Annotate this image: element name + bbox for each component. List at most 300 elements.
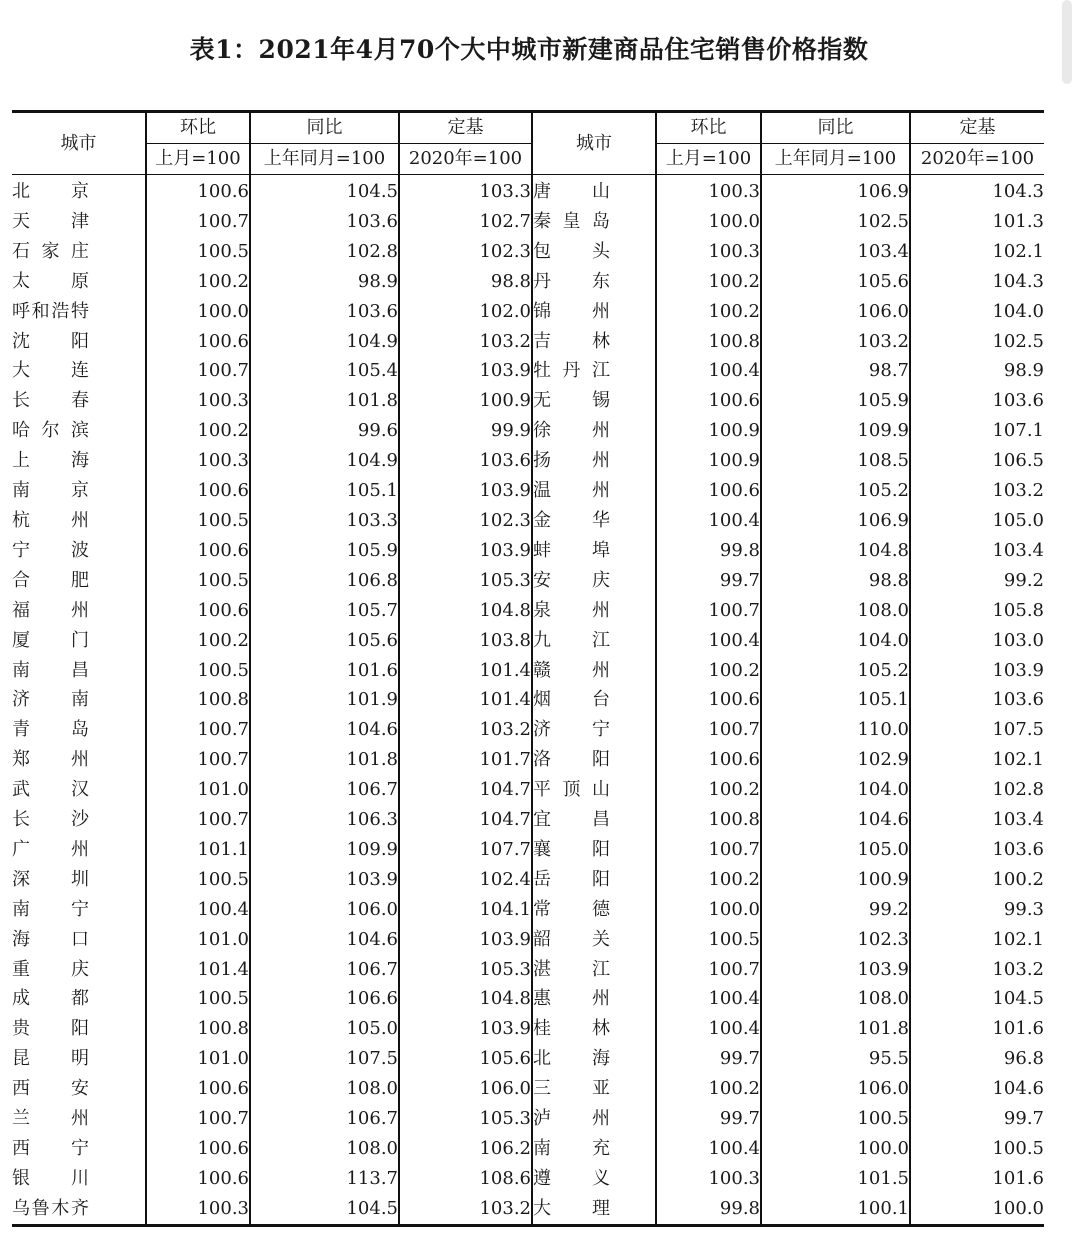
right-yoy-cell: 109.9: [761, 416, 910, 446]
right-city-cell: [532, 297, 656, 327]
left-yoy-cell: 102.8: [250, 237, 399, 267]
table-title: 表1：2021年4月70个大中城市新建商品住宅销售价格指数: [189, 35, 869, 64]
right-yoy-cell: 104.6: [761, 805, 910, 835]
left-yoy-cell: 104.9: [250, 327, 399, 357]
city-name: 丹东: [533, 270, 610, 292]
right-fixed-cell: 107.1: [910, 416, 1044, 446]
table-body: [12, 175, 1044, 1226]
left-mom-cell: 100.7: [146, 715, 250, 745]
right-mom-cell: 100.0: [656, 207, 761, 237]
left-yoy-cell: 107.5: [250, 1044, 399, 1074]
left-mom-cell: 100.5: [146, 984, 250, 1014]
left-mom-cell: 100.5: [146, 506, 250, 536]
left-city-cell: [12, 446, 146, 476]
left-fixed-cell: 105.3: [399, 955, 532, 985]
left-mom-cell: 100.7: [146, 805, 250, 835]
right-yoy-cell: 101.5: [761, 1164, 910, 1194]
right-yoy-cell: 100.1: [761, 1194, 910, 1225]
city-name: 秦皇岛: [533, 210, 610, 232]
left-mom-cell: 100.4: [146, 895, 250, 925]
right-fixed-cell: 104.3: [910, 267, 1044, 297]
left-mom-cell: 100.8: [146, 685, 250, 715]
right-yoy-cell: 101.8: [761, 1014, 910, 1044]
table-row: [12, 327, 1044, 357]
right-mom-cell: 100.7: [656, 955, 761, 985]
right-city-cell: [532, 356, 656, 386]
header-fixed-right: 定基: [910, 112, 1044, 144]
right-city-cell: [532, 1104, 656, 1134]
city-name: 无锡: [533, 390, 610, 412]
right-fixed-cell: 106.5: [910, 446, 1044, 476]
right-city-cell: [532, 476, 656, 506]
right-fixed-cell: 100.5: [910, 1134, 1044, 1164]
left-fixed-cell: 103.8: [399, 626, 532, 656]
table-row: [12, 835, 1044, 865]
left-mom-cell: 100.0: [146, 297, 250, 327]
city-name: 南充: [533, 1138, 610, 1159]
right-yoy-cell: 108.5: [761, 446, 910, 476]
left-fixed-cell: 106.2: [399, 1134, 532, 1164]
right-yoy-cell: 102.9: [761, 745, 910, 775]
left-yoy-cell: 104.9: [250, 446, 399, 476]
left-mom-cell: 100.7: [146, 356, 250, 386]
right-city-cell: [532, 416, 656, 446]
left-city-cell: [12, 536, 146, 566]
right-fixed-cell: 103.4: [910, 536, 1044, 566]
left-fixed-cell: 105.3: [399, 1104, 532, 1134]
right-mom-cell: 100.4: [656, 626, 761, 656]
right-fixed-cell: 102.1: [910, 745, 1044, 775]
city-name: 襄阳: [533, 838, 610, 860]
right-yoy-cell: 104.0: [761, 626, 910, 656]
city-name: 杭州: [12, 509, 89, 531]
left-yoy-cell: 105.4: [250, 356, 399, 386]
header-mom-right: 环比: [656, 112, 761, 144]
left-fixed-cell: 102.0: [399, 297, 532, 327]
right-yoy-cell: 99.2: [761, 895, 910, 925]
table-row: [12, 596, 1044, 626]
city-name: 平顶山: [533, 779, 610, 801]
right-fixed-cell: 101.6: [910, 1164, 1044, 1194]
left-city-cell: [12, 805, 146, 835]
left-city-cell: [12, 207, 146, 237]
left-city-cell: [12, 1044, 146, 1074]
right-yoy-cell: 108.0: [761, 984, 910, 1014]
header-fixed-base-right: 2020年=100: [910, 144, 1044, 175]
right-mom-cell: 100.2: [656, 656, 761, 686]
left-city-cell: [12, 1074, 146, 1104]
city-name: 长春: [12, 390, 89, 412]
city-name: 吉林: [533, 330, 610, 352]
left-mom-cell: 100.3: [146, 446, 250, 476]
right-city-cell: [532, 865, 656, 895]
right-mom-cell: 99.7: [656, 1104, 761, 1134]
left-mom-cell: 101.0: [146, 775, 250, 805]
left-yoy-cell: 105.7: [250, 596, 399, 626]
right-mom-cell: 100.4: [656, 356, 761, 386]
table-row: [12, 386, 1044, 416]
left-city-cell: [12, 237, 146, 267]
right-mom-cell: 100.7: [656, 596, 761, 626]
left-yoy-cell: 106.3: [250, 805, 399, 835]
left-mom-cell: 100.7: [146, 1104, 250, 1134]
left-fixed-cell: 106.0: [399, 1074, 532, 1104]
left-fixed-cell: 107.7: [399, 835, 532, 865]
right-fixed-cell: 102.8: [910, 775, 1044, 805]
city-name: 北海: [533, 1048, 610, 1070]
left-mom-cell: 100.6: [146, 1134, 250, 1164]
city-name: 海口: [12, 928, 89, 950]
header-yoy-left: 同比: [250, 112, 399, 144]
city-name: 广州: [12, 838, 89, 860]
right-yoy-cell: 105.1: [761, 685, 910, 715]
right-city-cell: [532, 895, 656, 925]
city-name: 北京: [12, 181, 89, 202]
right-yoy-cell: 108.0: [761, 596, 910, 626]
left-yoy-cell: 105.1: [250, 476, 399, 506]
table-row: [12, 656, 1044, 686]
right-fixed-cell: 102.5: [910, 327, 1044, 357]
city-name: 安庆: [533, 569, 610, 591]
left-city-cell: [12, 835, 146, 865]
city-name: 大连: [12, 360, 89, 382]
right-yoy-cell: 105.9: [761, 386, 910, 416]
city-name: 南京: [12, 480, 89, 502]
left-fixed-cell: 102.3: [399, 506, 532, 536]
table-row: [12, 626, 1044, 656]
table-row: [12, 536, 1044, 566]
right-mom-cell: 100.3: [656, 237, 761, 267]
right-city-cell: [532, 446, 656, 476]
right-mom-cell: 100.4: [656, 1014, 761, 1044]
table-row: [12, 1164, 1044, 1194]
right-fixed-cell: 100.0: [910, 1194, 1044, 1225]
left-yoy-cell: 104.5: [250, 175, 399, 207]
right-yoy-cell: 103.4: [761, 237, 910, 267]
city-name: 兰州: [12, 1108, 89, 1130]
right-yoy-cell: 106.0: [761, 1074, 910, 1104]
left-mom-cell: 100.6: [146, 1164, 250, 1194]
right-mom-cell: 100.7: [656, 835, 761, 865]
right-yoy-cell: 104.0: [761, 775, 910, 805]
right-yoy-cell: 102.5: [761, 207, 910, 237]
left-city-cell: [12, 566, 146, 596]
left-mom-cell: 100.3: [146, 1194, 250, 1225]
city-name: 武汉: [12, 779, 89, 801]
left-city-cell: [12, 715, 146, 745]
city-name: 韶关: [533, 928, 610, 950]
right-mom-cell: 100.0: [656, 895, 761, 925]
right-yoy-cell: 105.0: [761, 835, 910, 865]
city-name: 常德: [533, 898, 610, 920]
table-row: [12, 865, 1044, 895]
right-fixed-cell: 104.3: [910, 175, 1044, 207]
left-mom-cell: 100.2: [146, 626, 250, 656]
left-yoy-cell: 106.6: [250, 984, 399, 1014]
table-row: [12, 984, 1044, 1014]
left-fixed-cell: 101.4: [399, 656, 532, 686]
right-mom-cell: 100.4: [656, 984, 761, 1014]
left-city-cell: [12, 1014, 146, 1044]
left-yoy-cell: 108.0: [250, 1134, 399, 1164]
left-yoy-cell: 106.8: [250, 566, 399, 596]
right-yoy-cell: 105.2: [761, 476, 910, 506]
city-name: 福州: [12, 599, 89, 621]
right-mom-cell: 100.8: [656, 327, 761, 357]
left-mom-cell: 100.7: [146, 207, 250, 237]
left-mom-cell: 100.7: [146, 745, 250, 775]
right-mom-cell: 100.5: [656, 925, 761, 955]
city-name: 银川: [12, 1167, 89, 1189]
left-city-cell: [12, 865, 146, 895]
right-yoy-cell: 105.6: [761, 267, 910, 297]
right-fixed-cell: 99.7: [910, 1104, 1044, 1134]
city-name: 宁波: [12, 539, 89, 561]
city-name: 乌鲁木齐: [12, 1197, 89, 1219]
city-name: 包头: [533, 240, 610, 262]
left-fixed-cell: 103.9: [399, 1014, 532, 1044]
left-yoy-cell: 101.9: [250, 685, 399, 715]
right-city-cell: [532, 386, 656, 416]
left-fixed-cell: 102.7: [399, 207, 532, 237]
right-city-cell: [532, 175, 656, 207]
table-row: [12, 237, 1044, 267]
left-fixed-cell: 103.2: [399, 715, 532, 745]
left-yoy-cell: 104.6: [250, 715, 399, 745]
left-mom-cell: 100.5: [146, 865, 250, 895]
right-fixed-cell: 98.9: [910, 356, 1044, 386]
left-city-cell: [12, 175, 146, 207]
left-fixed-cell: 103.9: [399, 536, 532, 566]
city-name: 桂林: [533, 1018, 610, 1040]
left-yoy-cell: 101.8: [250, 386, 399, 416]
right-mom-cell: 99.8: [656, 536, 761, 566]
left-city-cell: [12, 745, 146, 775]
left-city-cell: [12, 416, 146, 446]
city-name: 宜昌: [533, 809, 610, 831]
table-row: [12, 356, 1044, 386]
right-mom-cell: 100.2: [656, 297, 761, 327]
right-city-cell: [532, 1044, 656, 1074]
right-fixed-cell: 103.6: [910, 835, 1044, 865]
right-fixed-cell: 102.1: [910, 925, 1044, 955]
header-fixed-left: 定基: [399, 112, 532, 144]
left-mom-cell: 100.2: [146, 416, 250, 446]
city-name: 温州: [533, 480, 610, 502]
left-yoy-cell: 98.9: [250, 267, 399, 297]
city-name: 昆明: [12, 1048, 89, 1070]
table-row: [12, 416, 1044, 446]
scrollbar[interactable]: [1062, 0, 1072, 84]
left-city-cell: [12, 656, 146, 686]
left-fixed-cell: 103.9: [399, 925, 532, 955]
table-row: [12, 267, 1044, 297]
left-city-cell: [12, 1104, 146, 1134]
left-yoy-cell: 105.9: [250, 536, 399, 566]
table-row: [12, 925, 1044, 955]
table-row: [12, 685, 1044, 715]
right-yoy-cell: 98.7: [761, 356, 910, 386]
left-yoy-cell: 104.6: [250, 925, 399, 955]
header-yoy-base-left: 上年同月=100: [250, 144, 399, 175]
left-yoy-cell: 106.7: [250, 955, 399, 985]
right-yoy-cell: 102.3: [761, 925, 910, 955]
city-name: 锦州: [533, 300, 610, 322]
table-row: [12, 775, 1044, 805]
right-city-cell: [532, 566, 656, 596]
right-city-cell: [532, 835, 656, 865]
city-name: 沈阳: [12, 330, 89, 352]
left-mom-cell: 100.5: [146, 656, 250, 686]
left-yoy-cell: 103.6: [250, 297, 399, 327]
city-name: 蚌埠: [533, 539, 610, 561]
right-fixed-cell: 101.3: [910, 207, 1044, 237]
left-yoy-cell: 103.9: [250, 865, 399, 895]
right-city-cell: [532, 207, 656, 237]
table-row: [12, 1074, 1044, 1104]
header-city-right: 城市: [532, 112, 656, 175]
left-yoy-cell: 106.7: [250, 775, 399, 805]
left-city-cell: [12, 1164, 146, 1194]
city-name: 郑州: [12, 749, 89, 771]
table-row: [12, 895, 1044, 925]
left-yoy-cell: 101.6: [250, 656, 399, 686]
right-city-cell: [532, 1074, 656, 1104]
right-city-cell: [532, 1014, 656, 1044]
city-name: 长沙: [12, 809, 89, 831]
city-name: 哈尔滨: [12, 420, 89, 442]
right-yoy-cell: 100.0: [761, 1134, 910, 1164]
left-fixed-cell: 104.7: [399, 775, 532, 805]
left-mom-cell: 100.6: [146, 536, 250, 566]
right-city-cell: [532, 925, 656, 955]
left-city-cell: [12, 626, 146, 656]
left-city-cell: [12, 596, 146, 626]
right-city-cell: [532, 1164, 656, 1194]
left-mom-cell: 100.5: [146, 237, 250, 267]
right-city-cell: [532, 775, 656, 805]
right-mom-cell: 99.7: [656, 1044, 761, 1074]
left-yoy-cell: 106.0: [250, 895, 399, 925]
city-name: 洛阳: [533, 749, 610, 771]
city-name: 太原: [12, 270, 89, 292]
left-yoy-cell: 108.0: [250, 1074, 399, 1104]
left-city-cell: [12, 476, 146, 506]
right-city-cell: [532, 237, 656, 267]
right-yoy-cell: 103.9: [761, 955, 910, 985]
left-fixed-cell: 108.6: [399, 1164, 532, 1194]
right-yoy-cell: 95.5: [761, 1044, 910, 1074]
left-city-cell: [12, 984, 146, 1014]
left-mom-cell: 100.3: [146, 386, 250, 416]
right-mom-cell: 100.8: [656, 805, 761, 835]
left-fixed-cell: 104.7: [399, 805, 532, 835]
right-city-cell: [532, 596, 656, 626]
left-city-cell: [12, 895, 146, 925]
left-yoy-cell: 103.3: [250, 506, 399, 536]
right-fixed-cell: 103.6: [910, 685, 1044, 715]
city-name: 扬州: [533, 450, 610, 472]
right-mom-cell: 100.2: [656, 775, 761, 805]
right-mom-cell: 100.2: [656, 865, 761, 895]
left-city-cell: [12, 955, 146, 985]
right-city-cell: [532, 715, 656, 745]
left-yoy-cell: 103.6: [250, 207, 399, 237]
left-fixed-cell: 104.8: [399, 596, 532, 626]
left-fixed-cell: 105.3: [399, 566, 532, 596]
right-fixed-cell: 100.2: [910, 865, 1044, 895]
city-name: 九江: [533, 629, 610, 651]
right-fixed-cell: 102.1: [910, 237, 1044, 267]
city-name: 烟台: [533, 689, 610, 711]
city-name: 惠州: [533, 988, 610, 1010]
table-row: [12, 1104, 1044, 1134]
table-row: [12, 566, 1044, 596]
left-fixed-cell: 105.6: [399, 1044, 532, 1074]
left-fixed-cell: 104.1: [399, 895, 532, 925]
right-mom-cell: 100.6: [656, 386, 761, 416]
right-fixed-cell: 104.5: [910, 984, 1044, 1014]
right-fixed-cell: 105.0: [910, 506, 1044, 536]
header-mom-base-left: 上月=100: [146, 144, 250, 175]
right-yoy-cell: 110.0: [761, 715, 910, 745]
left-mom-cell: 101.4: [146, 955, 250, 985]
header-yoy-right: 同比: [761, 112, 910, 144]
city-name: 呼和浩特: [12, 300, 89, 322]
left-mom-cell: 100.6: [146, 327, 250, 357]
city-name: 唐山: [533, 181, 610, 202]
table-row: [12, 1194, 1044, 1225]
city-name: 泉州: [533, 599, 610, 621]
left-mom-cell: 100.6: [146, 1074, 250, 1104]
left-city-cell: [12, 267, 146, 297]
right-fixed-cell: 99.2: [910, 566, 1044, 596]
table-row: [12, 715, 1044, 745]
left-mom-cell: 100.5: [146, 566, 250, 596]
left-city-cell: [12, 327, 146, 357]
left-city-cell: [12, 297, 146, 327]
left-city-cell: [12, 925, 146, 955]
right-yoy-cell: 104.8: [761, 536, 910, 566]
right-fixed-cell: 103.0: [910, 626, 1044, 656]
left-fixed-cell: 103.2: [399, 1194, 532, 1225]
table-row: [12, 207, 1044, 237]
city-name: 成都: [12, 988, 89, 1010]
right-fixed-cell: 103.9: [910, 656, 1044, 686]
right-fixed-cell: 107.5: [910, 715, 1044, 745]
city-name: 南昌: [12, 659, 89, 681]
header-fixed-base-left: 2020年=100: [399, 144, 532, 175]
city-name: 金华: [533, 509, 610, 531]
right-city-cell: [532, 685, 656, 715]
right-yoy-cell: 106.9: [761, 175, 910, 207]
right-mom-cell: 100.6: [656, 476, 761, 506]
left-fixed-cell: 101.7: [399, 745, 532, 775]
table-row: [12, 175, 1044, 207]
right-city-cell: [532, 1134, 656, 1164]
table-row: [12, 506, 1044, 536]
table-row: [12, 1014, 1044, 1044]
right-city-cell: [532, 1194, 656, 1225]
right-fixed-cell: 105.8: [910, 596, 1044, 626]
left-fixed-cell: 103.6: [399, 446, 532, 476]
left-city-cell: [12, 1134, 146, 1164]
right-mom-cell: 100.2: [656, 1074, 761, 1104]
table-row: [12, 476, 1044, 506]
right-fixed-cell: 101.6: [910, 1014, 1044, 1044]
city-name: 大理: [533, 1197, 610, 1219]
right-mom-cell: 100.6: [656, 685, 761, 715]
